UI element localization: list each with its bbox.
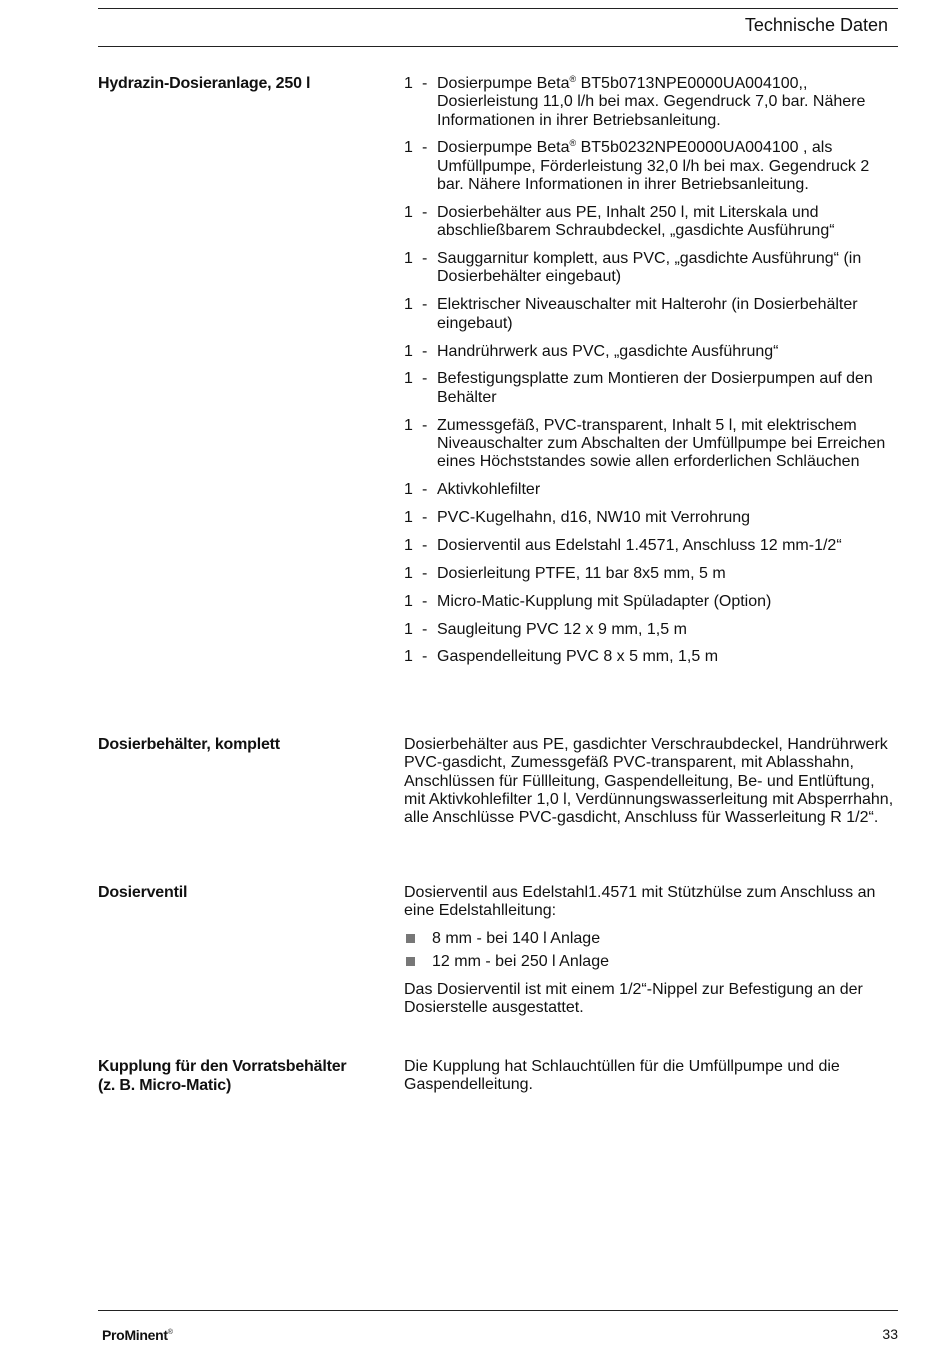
item-quantity: 1 bbox=[404, 342, 413, 360]
item-description bbox=[437, 204, 835, 239]
item-description bbox=[437, 296, 858, 331]
dash-separator: - bbox=[422, 296, 428, 314]
header-top-rule bbox=[98, 8, 898, 9]
list-item bbox=[404, 621, 898, 639]
item-description-text: Elektrischer Niveauschalter mit Halterohr (in Dosierbehälter eingebaut) bbox=[437, 296, 858, 332]
item-description-part: Dosierpumpe Beta bbox=[437, 75, 570, 92]
section-label-line: (z. B. Micro-Matic) bbox=[98, 1076, 232, 1094]
item-description-text: Handrührwerk aus PVC, „gasdichte Ausführung“ bbox=[437, 342, 779, 360]
item-description bbox=[437, 537, 842, 554]
item-quantity: 1 bbox=[404, 481, 413, 499]
item-quantity: 1 bbox=[404, 416, 413, 434]
body-paragraph: Das Dosierventil ist mit einem 1/2“-Nippel zur Befestigung an der Dosierstelle ausgestattet. bbox=[404, 980, 863, 1017]
dash-separator: - bbox=[422, 416, 428, 434]
page-header-title: Technische Daten bbox=[744, 15, 888, 35]
item-description bbox=[437, 370, 873, 405]
list-item bbox=[404, 509, 898, 527]
section-body bbox=[404, 884, 898, 1027]
item-description-text: Dosierleitung PTFE, 11 bar 8x5 mm, 5 m bbox=[437, 564, 726, 582]
list-item bbox=[404, 565, 898, 583]
square-bullet-icon bbox=[406, 957, 415, 966]
item-description bbox=[437, 565, 726, 582]
bullet-text: 8 mm - bei 140 l Anlage bbox=[432, 930, 601, 948]
item-description bbox=[437, 509, 750, 526]
dash-separator: - bbox=[422, 75, 428, 92]
item-description-text: Saugleitung PVC 12 x 9 mm, 1,5 m bbox=[437, 620, 687, 638]
section-body bbox=[404, 1058, 898, 1104]
item-description-text: Sauggarnitur komplett, aus PVC, „gasdichte Ausführung“ (in Dosierbehälter eingebaut) bbox=[437, 250, 862, 286]
item-quantity: 1 bbox=[404, 564, 413, 582]
list-item bbox=[404, 481, 898, 499]
list-item bbox=[404, 250, 898, 287]
item-description-text: Dosierbehälter aus PE, Inhalt 250 l, mit Literskala und abschließbarem Schraubdeckel, „gasdichte Ausführung“ bbox=[437, 203, 835, 240]
item-description-text: Befestigungsplatte zum Montieren der Dosierpumpen auf den Behälter bbox=[437, 370, 873, 406]
item-description-text: PVC-Kugelhahn, d16, NW10 mit Verrohrung bbox=[437, 508, 751, 526]
list-item bbox=[404, 417, 898, 472]
body-paragraph: Dosierventil aus Edelstahl1.4571 mit Stützhülse zum Anschluss an eine Edelstahlleitung: bbox=[404, 884, 876, 920]
list-item bbox=[404, 296, 898, 333]
registered-mark: ® bbox=[569, 138, 577, 149]
registered-mark: ® bbox=[569, 74, 577, 84]
item-quantity: 1 bbox=[404, 620, 413, 638]
footer-rule bbox=[98, 1310, 898, 1311]
item-description-text: Dosierventil aus Edelstahl 1.4571, Anschluss 12 mm-1/2“ bbox=[437, 536, 842, 554]
dash-separator: - bbox=[422, 620, 428, 638]
item-description-part: Dosierpumpe Beta bbox=[437, 139, 570, 157]
list-item bbox=[404, 139, 898, 194]
item-description bbox=[437, 343, 779, 360]
bullet-text: 12 mm - bei 250 l Anlage bbox=[432, 952, 609, 970]
dash-separator: - bbox=[422, 481, 428, 499]
header-bottom-rule bbox=[98, 46, 898, 47]
dash-separator: - bbox=[422, 564, 428, 582]
dash-separator: - bbox=[422, 508, 428, 526]
list-item bbox=[404, 75, 898, 130]
item-quantity: 1 bbox=[404, 592, 413, 610]
item-description-text: Gaspendelleitung PVC 8 x 5 mm, 1,5 m bbox=[437, 648, 719, 666]
dash-separator: - bbox=[422, 342, 428, 360]
list-item bbox=[404, 204, 898, 241]
item-quantity: 1 bbox=[404, 648, 413, 666]
item-quantity: 1 bbox=[404, 203, 413, 221]
dash-separator: - bbox=[422, 203, 428, 221]
registered-mark: ® bbox=[167, 1329, 173, 1336]
page-number: 33 bbox=[882, 1326, 898, 1342]
item-description bbox=[437, 593, 771, 610]
item-description-text: Aktivkohlefilter bbox=[437, 481, 541, 499]
component-list bbox=[404, 75, 898, 676]
item-quantity: 1 bbox=[404, 508, 413, 526]
dash-separator: - bbox=[422, 250, 428, 268]
body-paragraph: Die Kupplung hat Schlauchtüllen für die Umfüllpumpe und die Gaspendelleitung. bbox=[404, 1058, 840, 1094]
dash-separator: - bbox=[422, 139, 428, 157]
square-bullet-icon bbox=[406, 934, 415, 943]
item-quantity: 1 bbox=[404, 250, 413, 268]
prominent-logo bbox=[102, 1327, 173, 1343]
dash-separator: - bbox=[422, 536, 428, 554]
item-description bbox=[437, 621, 687, 638]
list-item bbox=[404, 370, 898, 407]
item-description bbox=[437, 481, 540, 498]
item-description-text: BT5b0713NPE0000UA004100,, Dosierleistung 11,0 l/h bei max. Gegendruck 7,0 bar. Nähere Informationen in ihrer Betriebsanleitung. bbox=[437, 75, 866, 129]
item-quantity: 1 bbox=[404, 139, 413, 157]
item-description bbox=[437, 250, 861, 285]
section-label bbox=[98, 1058, 388, 1095]
body-paragraph: Dosierbehälter aus PE, gasdichter Verschraubdeckel, Handrührwerk PVC-gasdicht, Zumessgefäß PVC-transparent, mit Ablasshahn, Anschlüssen für Füllleitung, Gaspendelleitung, Be- und Entlüftung, mit Aktivkohlefilter 1,0 l, Verdünnungswasserleitung mit Absperrhahn, alle Anschlüsse PVC-gasdicht, Anschluss für Wasserleitung R 1/2“. bbox=[404, 736, 894, 827]
item-quantity: 1 bbox=[404, 75, 413, 92]
item-description-text: BT5b0232NPE0000UA004100 , als Umfüllpumpe, Förderleistung 32,0 l/h bei max. Gegendruck 2 bar. Nähere Informationen in ihrer Betriebsanleitung. bbox=[437, 139, 870, 194]
dash-separator: - bbox=[422, 592, 428, 610]
item-quantity: 1 bbox=[404, 370, 413, 388]
item-description-text: Micro-Matic-Kupplung mit Spüladapter (Option) bbox=[437, 592, 772, 610]
list-item bbox=[404, 953, 898, 971]
item-description-text: Zumessgefäß, PVC-transparent, Inhalt 5 l, mit elektrischem Niveauschalter zum Abschalten der Umfüllpumpe bei Erreichen eines Höchststandes sowie allen erforderlichen Schläuchen bbox=[437, 416, 886, 471]
list-item bbox=[404, 648, 898, 666]
section-body bbox=[404, 736, 898, 837]
list-item bbox=[404, 930, 898, 948]
section-label: Dosierventil bbox=[98, 884, 188, 901]
item-description bbox=[437, 648, 718, 665]
dash-separator: - bbox=[422, 370, 428, 388]
section-label: Dosierbehälter, komplett bbox=[98, 736, 280, 753]
section-label-line: Kupplung für den Vorratsbehälter bbox=[98, 1058, 347, 1075]
list-item bbox=[404, 343, 898, 361]
item-quantity: 1 bbox=[404, 296, 413, 314]
item-quantity: 1 bbox=[404, 536, 413, 554]
item-description bbox=[437, 139, 869, 193]
item-description bbox=[437, 75, 865, 129]
list-item bbox=[404, 593, 898, 611]
section-label: Hydrazin-Dosieranlage, 250 l bbox=[98, 75, 311, 92]
brand-text: ProMinent bbox=[102, 1327, 168, 1343]
dash-separator: - bbox=[422, 648, 428, 666]
item-description bbox=[437, 417, 885, 471]
list-item bbox=[404, 537, 898, 555]
